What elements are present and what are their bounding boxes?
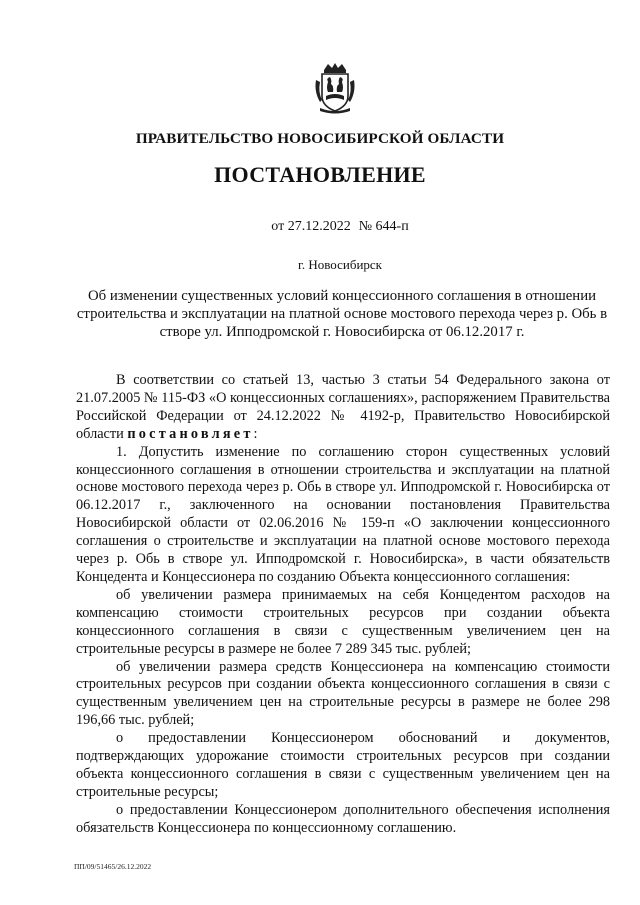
decree-colon: : [253,425,258,442]
preamble-text: В соответствии со статьей 13, частью 3 статьи 54 Федерального закона от 21.07.2005 № 115-ФЗ «О концессионных соглашениях», распоряжением Правительства Российской Федерации от 24.12.2022 № 4192-р, Правительство Новосибирской области [76,372,610,442]
document-title: Об изменении существенных условий концессионного соглашения в отношении строительства и эксплуатации на платной основе мостового перехода через р. Обь в створе ул. Ипподромской г. Новосибирска от 06.12.2017 г. [76,288,608,340]
document-number: № 644-п [358,219,409,234]
document-type: ПОСТАНОВЛЕНИЕ [214,162,426,187]
organization-name: ПРАВИТЕЛЬСТВО НОВОСИБИРСКОЙ ОБЛАСТИ [135,130,505,147]
document-body [76,372,610,838]
issue-city: г. Новосибирск [297,257,382,272]
date-number-line [0,219,640,235]
decree-word: постановляет [127,425,254,442]
document-date: от 27.12.2022 [271,219,351,234]
coat-of-arms-icon [314,62,356,114]
body-paragraph: об увеличении размера средств Концессионера на компенсацию стоимости строительных ресурсов при создании объекта концессионного соглашения в связи с существенным увеличением цен на строительные ресурсы в размере не более 298 196,66 тыс. рублей; [76,658,610,729]
body-paragraph: о предоставлении Концессионером обоснований и документов, подтверждающих удорожание стоимости строительных ресурсов при создании объекта концессионного соглашения в связи с существенным увеличением цен на строительные ресурсы; [76,730,610,800]
body-paragraph: 1. Допустить изменение по соглашению сторон существенных условий концессионного соглашения в отношении строительства и эксплуатации на платной основе мостового перехода через р. Обь в створе ул. Ипподромской г. Новосибирска от 06.12.2017 г., заключенного на основании постановления Правительства Новосибирской области от 02.06.2016 № 159-п «О заключении концессионного соглашения о строительстве и эксплуатации на платной основе мостового перехода через р. Обь в створе ул. Ипподромской г. Новосибирска», в части обязательств Концедента и Концессионера по созданию Объекта концессионного соглашения: [76,443,610,585]
footer-code: ПП/09/51465/26.12.2022 [74,862,152,871]
preamble-paragraph [76,372,610,444]
body-paragraph: о предоставлении Концессионером дополнительного обеспечения исполнения обязательств Концессионера по концессионному соглашению. [76,801,610,836]
body-paragraph: об увеличении размера принимаемых на себя Концедентом расходов на компенсацию стоимости строительных ресурсов при создании объекта концессионного соглашения в связи с существенным увеличением цен на строительные ресурсы в размере не более 7 289 345 тыс. рублей; [76,586,610,657]
